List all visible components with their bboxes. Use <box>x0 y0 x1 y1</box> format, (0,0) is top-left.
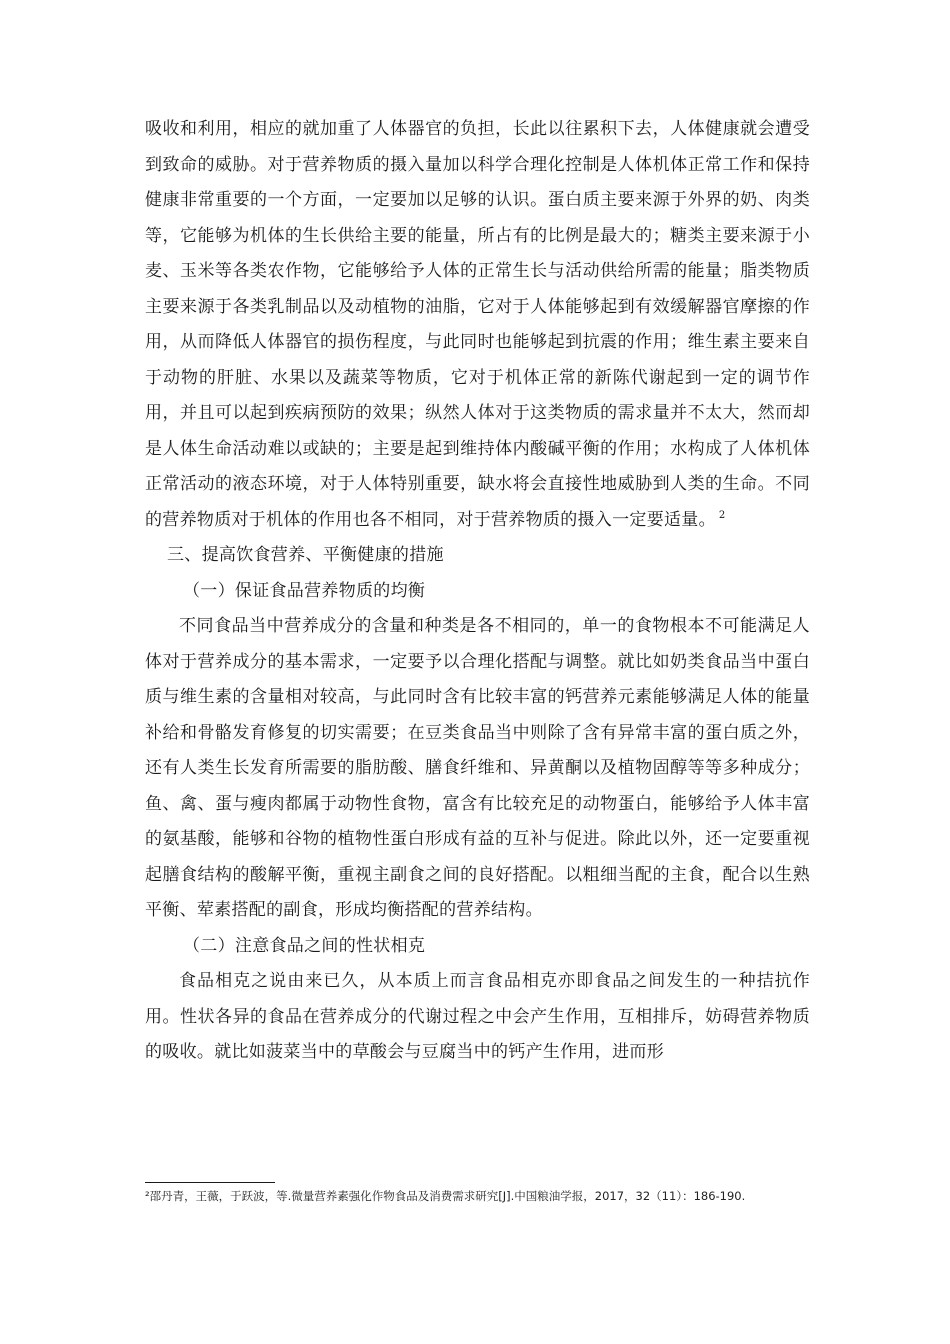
body-text <box>145 112 810 1071</box>
paragraph-incompatibility: 食品相克之说由来已久，从本质上而言食品相克亦即食品之间发生的一种拮抗作用。性状各异的食品在营养成分的代谢过程之中会产生作用，互相排斥，妨碍营养物质的吸收。就比如菠菜当中的草酸会与豆腐当中的钙产生作用，进而形 <box>145 971 810 1062</box>
paragraph-nutrient-roles-text: 吸收和利用，相应的就加重了人体器官的负担，长此以往累积下去，人体健康就会遭受到致命的威胁。对于营养物质的摄入量加以科学合理化控制是人体机体正常工作和保持健康非常重要的一个方面，一定要加以足够的认识。蛋白质主要来源于外界的奶、肉类等，它能够为机体的生长供给主要的能量，所占有的比例是最大的；糖类主要来源于小麦、玉米等各类农作物，它能够给予人体的正常生长与活动供给所需的能量；脂类物质主要来源于各类乳制品以及动植物的油脂，它对于人体能够起到有效缓解器官摩擦的作用，从而降低人体器官的损伤程度，与此同时也能够起到抗震的作用；维生素主要来自于动物的肝脏、水果以及蔬菜等物质，它对于机体正常的新陈代谢起到一定的调节作用，并且可以起到疾病预防的效果；纵然人体对于这类物质的需求量并不太大，然而却是人体生命活动难以或缺的；主要是起到维持体内酸碱平衡的作用；水构成了人体机体正常活动的液态环境，对于人体特别重要，缺水将会直接性地威胁到人类的生命。不同的营养物质对于机体的作用也各不相同，对于营养物质的摄入一定要适量。 <box>145 119 810 530</box>
footnote: ²邵丹青，王薇，于跃波，等.微量营养素强化作物食品及消费需求研究[J].中国粮油学报，2017，32（11）：186-190. <box>145 1189 746 1203</box>
footnote-reference: 2 <box>718 509 726 521</box>
paragraph-balance: 不同食品当中营养成分的含量和种类是各不相同的，单一的食物根本不可能满足人体对于营养成分的基本需求，一定要予以合理化搭配与调整。就比如奶类食品当中蛋白质与维生素的含量相对较高，与此同时含有比较丰富的钙营养元素能够满足人体的能量补给和骨骼发育修复的切实需要；在豆类食品当中则除了含有异常丰富的蛋白质之外，还有人类生长发育所需要的脂肪酸、膳食纤维和、异黄酮以及植物固醇等等多种成分；鱼、禽、蛋与瘦肉都属于动物性食物，富含有比较充足的动物蛋白，能够给予人体丰富的氨基酸，能够和谷物的植物性蛋白形成有益的互补与促进。除此以外，还一定要重视起膳食结构的酸解平衡，重视主副食之间的良好搭配。以粗细当配的主食，配合以生熟平衡、荤素搭配的副食，形成均衡搭配的营养结构。 <box>145 616 810 920</box>
paragraph-nutrient-roles <box>145 112 810 538</box>
subsection-heading-balance: （一）保证食品营养物质的均衡 <box>183 580 426 601</box>
footnote-divider <box>145 1182 275 1183</box>
subsection-heading-incompatibility: （二）注意食品之间的性状相克 <box>183 935 426 956</box>
section-heading: 三、提高饮食营养、平衡健康的措施 <box>167 545 444 565</box>
